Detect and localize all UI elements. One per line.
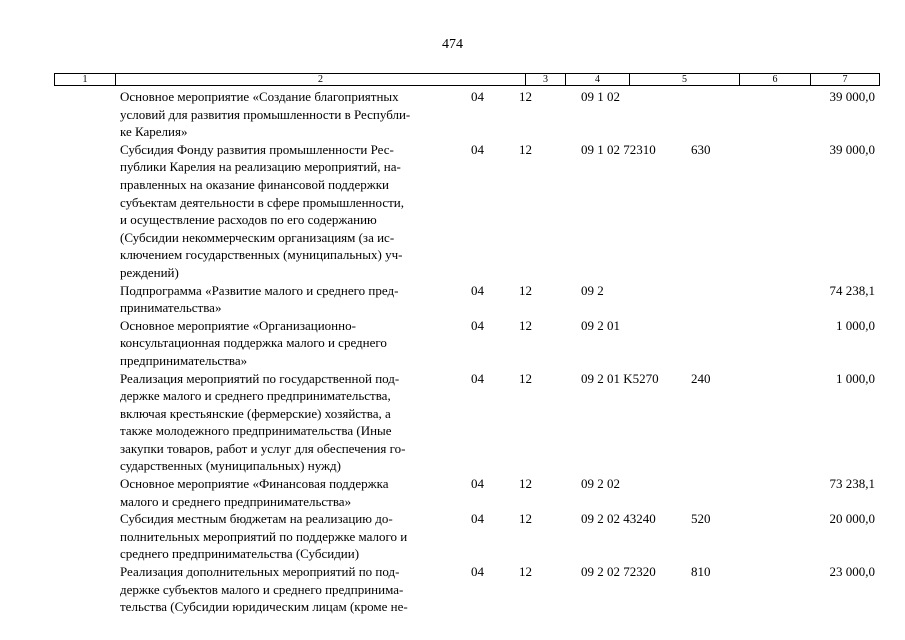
table-row: [0, 88, 905, 141]
column-header-4: 4: [565, 74, 629, 85]
row-sum: 1 000,0: [836, 317, 875, 333]
row-expense-type: 240: [691, 370, 711, 386]
row-expense-type: 810: [691, 564, 711, 580]
row-name: Основное мероприятие «Финансовая поддержка малого и среднего предпринимательства»: [120, 476, 389, 509]
row-section: 04: [471, 317, 484, 333]
row-section: 04: [471, 370, 484, 386]
row-sum: 39 000,0: [829, 141, 875, 157]
row-subsection: 12: [519, 317, 532, 333]
row-subsection: 12: [519, 89, 532, 104]
row-subsection: 12: [519, 370, 532, 386]
row-name: Реализация мероприятий по государственной под- держке малого и среднего предпринимательства, включая крестьянские (фермерские) хозяйства, а также молодежного предпринимательства (Иные закупки товаров, работ и услуг для обеспечения го- сударственных (муниципальных) нужд): [120, 370, 406, 474]
row-name: Подпрограмма «Развитие малого и среднего пред- принимательства»: [120, 282, 399, 316]
row-sum: 20 000,0: [829, 511, 875, 527]
row-section: 04: [471, 282, 484, 298]
table-header: [54, 73, 880, 86]
row-subsection: 12: [519, 141, 532, 157]
row-section: 04: [471, 476, 484, 492]
column-header-5: 5: [629, 74, 739, 85]
page-number: 474: [442, 37, 463, 52]
row-name: Основное мероприятие «Организационно- консультационная поддержка малого и среднего предпринимательства»: [120, 317, 387, 368]
row-expense-type: 520: [691, 511, 711, 527]
table-row: [0, 141, 905, 282]
column-header-6: 6: [739, 74, 810, 85]
row-name: Основное мероприятие «Создание благоприятных условий для развития промышленности в Республи- ке Карелия»: [120, 89, 411, 140]
row-target-article: 09 2 02: [581, 476, 620, 492]
row-section: 04: [471, 141, 484, 157]
row-target-article: 09 2: [581, 282, 604, 298]
row-expense-type: 630: [691, 141, 711, 157]
row-sum: 39 000,0: [829, 89, 875, 104]
row-subsection: 12: [519, 476, 532, 492]
row-target-article: 09 1 02 72310: [581, 141, 656, 157]
row-subsection: 12: [519, 564, 532, 580]
row-section: 04: [471, 564, 484, 580]
row-subsection: 12: [519, 282, 532, 298]
row-name: Реализация дополнительных мероприятий по под- держке субъектов малого и среднего предпринима- тельства (Субсидии юридическим лицам (кроме не-: [120, 564, 408, 615]
row-target-article: 09 2 02 72320: [581, 564, 656, 580]
row-sum: 23 000,0: [829, 564, 875, 580]
row-target-article: 09 2 01 K5270: [581, 370, 659, 386]
row-sum: 74 238,1: [829, 282, 875, 298]
row-subsection: 12: [519, 511, 532, 527]
row-section: 04: [471, 511, 484, 527]
row-sum: 1 000,0: [836, 370, 875, 386]
row-name: Субсидия местным бюджетам на реализацию до- полнительных мероприятий по поддержке малого и среднего предпринимательства (Субсидии): [120, 511, 408, 562]
column-header-3: 3: [525, 74, 565, 85]
column-header-1: 1: [82, 74, 88, 85]
table-row: [0, 475, 905, 510]
row-name: Субсидия Фонду развития промышленности Рес- публики Карелия на реализацию мероприятий, на- правленных на оказание финансовой поддержки субъектам деятельности в сфере промышленности, и осуществление расходов по его содержанию (Субсидии некоммерческим организациям (за ис- ключением государственных (муниципальных) уч- реждений): [120, 141, 404, 280]
row-sum: 73 238,1: [829, 476, 875, 492]
table-row: [0, 510, 905, 563]
table-body: [0, 88, 905, 616]
row-section: 04: [471, 89, 484, 104]
table-row: [0, 563, 905, 616]
column-header-2: 2: [115, 74, 525, 85]
column-header-7: 7: [810, 74, 879, 85]
row-target-article: 09 2 01: [581, 317, 620, 333]
table-row: [0, 317, 905, 370]
table-row: [0, 282, 905, 317]
table-row: [0, 370, 905, 476]
row-target-article: 09 2 02 43240: [581, 511, 656, 527]
row-target-article: 09 1 02: [581, 89, 620, 104]
